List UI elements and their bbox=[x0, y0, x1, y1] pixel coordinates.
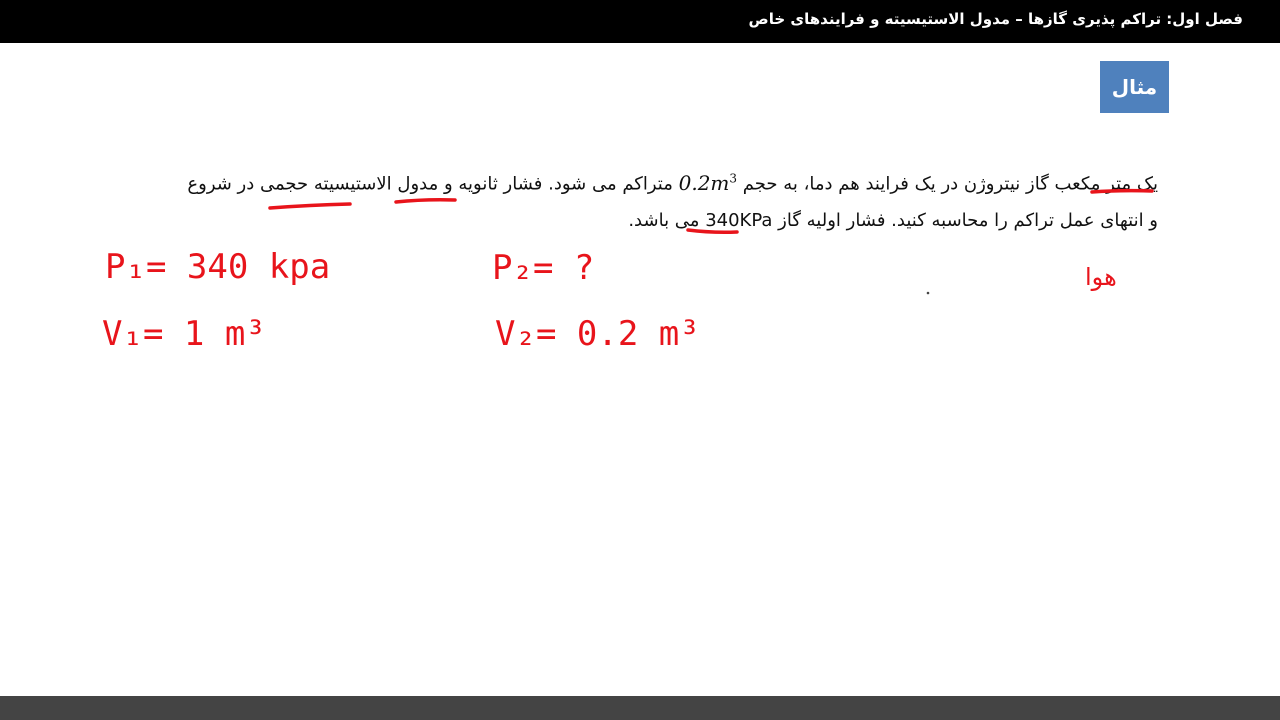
problem-line-2 bbox=[95, 203, 1158, 239]
problem-statement bbox=[95, 160, 1158, 239]
handwritten-p1: P₁= 340 kpa bbox=[105, 247, 331, 287]
bottom-bar bbox=[0, 696, 1280, 720]
handwritten-v2: V₂= 0.2 m³ bbox=[495, 314, 700, 354]
problem-text-2b: می باشد. bbox=[628, 209, 700, 231]
handwritten-v1: V₁= 1 m³ bbox=[102, 314, 266, 354]
handwritten-p2: P₂= ? bbox=[492, 248, 595, 288]
problem-text-2a: و انتهای عمل تراکم را محاسبه کنید. فشار اولیه گاز bbox=[778, 209, 1158, 231]
problem-text-1b: متراکم می شود. فشار ثانویه و مدول الاستیسیته حجمی در شروع bbox=[187, 173, 673, 195]
handwritten-note: هوا bbox=[1085, 263, 1117, 291]
lesson-title: فصل اول: تراکم پذیری گازها – مدول الاستیسیته و فرایندهای خاص bbox=[748, 10, 1243, 28]
problem-text-1a: یک متر مکعب گاز نیتروژن در یک فرایند هم دما، به حجم bbox=[742, 173, 1158, 195]
header-bar bbox=[0, 0, 1280, 43]
pressure-value: 340KPa bbox=[705, 209, 773, 231]
stray-dot bbox=[927, 292, 930, 295]
handwritten-values bbox=[102, 247, 1117, 354]
problem-line-1 bbox=[95, 160, 1158, 203]
example-badge: مثال bbox=[1100, 61, 1169, 113]
volume-value: $0.2m^3$ bbox=[678, 170, 738, 195]
